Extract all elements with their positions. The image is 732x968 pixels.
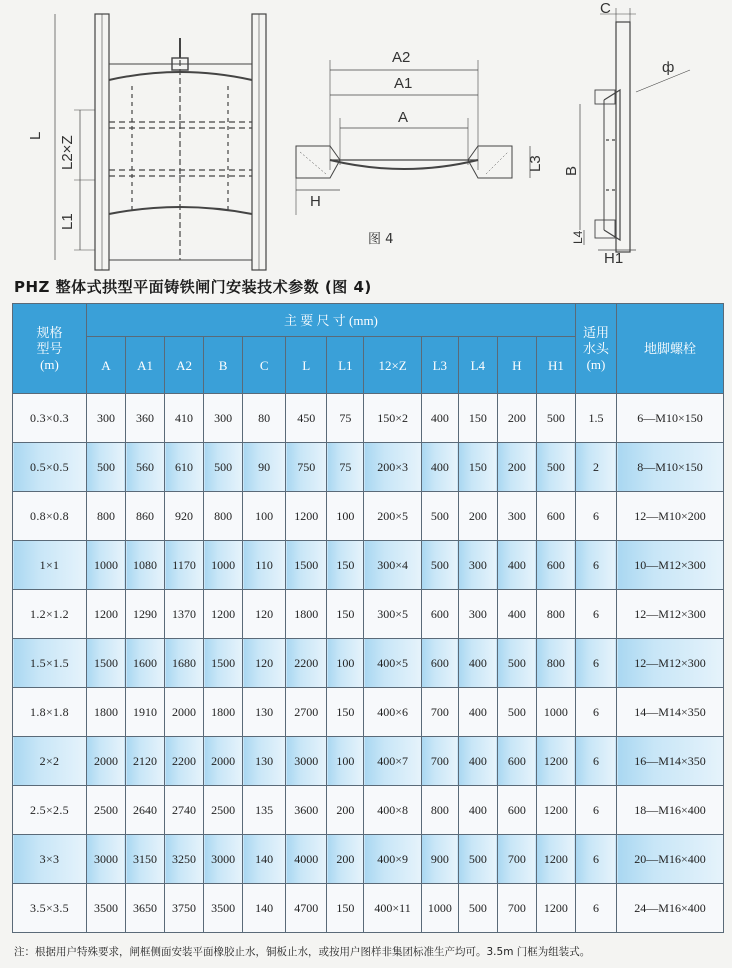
label-A2: A2: [392, 49, 411, 66]
label-C: C: [600, 0, 611, 17]
table-cell: 400×11: [364, 884, 422, 933]
table-row: [13, 394, 724, 443]
table-cell: 1000: [536, 688, 575, 737]
column-header: B: [204, 337, 243, 394]
table-cell: 300×5: [364, 590, 422, 639]
table-cell: 100: [327, 737, 364, 786]
table-cell: 1200: [536, 737, 575, 786]
table-cell: 600: [497, 737, 536, 786]
table-cell: 200×3: [364, 443, 422, 492]
table-cell: 900: [421, 835, 458, 884]
table-cell: 600: [497, 786, 536, 835]
table-cell: 1290: [126, 590, 165, 639]
table-cell: 6: [575, 639, 616, 688]
table-cell: 6: [575, 541, 616, 590]
table-cell: 12—M10×200: [617, 492, 724, 541]
table-cell: 400: [458, 639, 497, 688]
table-cell: 920: [165, 492, 204, 541]
table-title: PHZ 整体式拱型平面铸铁闸门安装技术参数 (图 4): [14, 278, 372, 296]
table-cell: 2640: [126, 786, 165, 835]
table-cell: 3750: [165, 884, 204, 933]
head-header: [575, 304, 616, 394]
table-cell: 135: [243, 786, 286, 835]
column-header: H1: [536, 337, 575, 394]
spec-cell: 3×3: [13, 835, 87, 884]
table-cell: 300: [458, 541, 497, 590]
table-cell: 6: [575, 590, 616, 639]
table-cell: 800: [536, 639, 575, 688]
table-cell: 6: [575, 786, 616, 835]
table-cell: 130: [243, 737, 286, 786]
spec-header: [13, 304, 87, 394]
table-row: [13, 835, 724, 884]
table-cell: 200: [327, 835, 364, 884]
table-cell: 2200: [286, 639, 327, 688]
table-cell: 20—M16×400: [617, 835, 724, 884]
table-cell: 1800: [204, 688, 243, 737]
table-cell: 400×9: [364, 835, 422, 884]
table-cell: 400: [421, 443, 458, 492]
spec-header-line-1: 规格: [36, 324, 63, 340]
spec-cell: 1×1: [13, 541, 87, 590]
table-cell: 300: [86, 394, 125, 443]
spec-cell: 0.3×0.3: [13, 394, 87, 443]
spec-cell: 1.2×1.2: [13, 590, 87, 639]
table-cell: 2: [575, 443, 616, 492]
table-cell: 4000: [286, 835, 327, 884]
table-cell: 700: [421, 737, 458, 786]
table-cell: 1000: [204, 541, 243, 590]
table-row: [13, 443, 724, 492]
table-cell: 200×5: [364, 492, 422, 541]
table-cell: 150: [327, 884, 364, 933]
table-cell: 2000: [86, 737, 125, 786]
table-row: [13, 884, 724, 933]
table-cell: 610: [165, 443, 204, 492]
table-cell: 1200: [536, 835, 575, 884]
table-cell: 200: [497, 394, 536, 443]
label-L4: L4: [571, 230, 585, 244]
spec-header-line-3: (m): [40, 356, 59, 372]
label-A1: A1: [394, 75, 413, 92]
table-cell: 3500: [204, 884, 243, 933]
label-H1: H1: [604, 250, 624, 267]
table-cell: 860: [126, 492, 165, 541]
label-B: B: [563, 165, 580, 176]
spec-cell: 0.5×0.5: [13, 443, 87, 492]
table-cell: 200: [327, 786, 364, 835]
column-header: A: [86, 337, 125, 394]
table-cell: 1800: [286, 590, 327, 639]
table-cell: 1500: [86, 639, 125, 688]
technical-drawings: [0, 0, 732, 272]
table-cell: 300: [204, 394, 243, 443]
table-cell: 600: [421, 590, 458, 639]
table-cell: 100: [327, 639, 364, 688]
table-cell: 100: [327, 492, 364, 541]
table-row: [13, 737, 724, 786]
table-cell: 120: [243, 590, 286, 639]
table-cell: 1.5: [575, 394, 616, 443]
table-cell: 600: [421, 639, 458, 688]
table-cell: 400×6: [364, 688, 422, 737]
table-cell: 400: [458, 688, 497, 737]
table-cell: 24—M16×400: [617, 884, 724, 933]
label-L1: L1: [59, 213, 76, 230]
table-cell: 400: [497, 541, 536, 590]
table-cell: 2120: [126, 737, 165, 786]
table-cell: 14—M14×350: [617, 688, 724, 737]
table-cell: 120: [243, 639, 286, 688]
table-cell: 1600: [126, 639, 165, 688]
table-cell: 500: [497, 688, 536, 737]
table-cell: 1500: [204, 639, 243, 688]
table-cell: 500: [497, 639, 536, 688]
table-cell: 800: [86, 492, 125, 541]
table-cell: 1200: [86, 590, 125, 639]
table-cell: 1200: [286, 492, 327, 541]
table-cell: 75: [327, 394, 364, 443]
table-cell: 18—M16×400: [617, 786, 724, 835]
column-header: 12×Z: [364, 337, 422, 394]
table-cell: 8—M10×150: [617, 443, 724, 492]
table-cell: 1680: [165, 639, 204, 688]
table-cell: 600: [536, 541, 575, 590]
spec-cell: 1.8×1.8: [13, 688, 87, 737]
column-header: L4: [458, 337, 497, 394]
table-cell: 700: [497, 835, 536, 884]
table-cell: 1200: [536, 786, 575, 835]
table-cell: 3150: [126, 835, 165, 884]
table-cell: 2500: [204, 786, 243, 835]
head-header-line-1: 适用: [582, 324, 609, 340]
spec-cell: 0.8×0.8: [13, 492, 87, 541]
table-cell: 2500: [86, 786, 125, 835]
column-header: C: [243, 337, 286, 394]
spec-cell: 2×2: [13, 737, 87, 786]
table-cell: 800: [204, 492, 243, 541]
table-cell: 410: [165, 394, 204, 443]
table-cell: 800: [536, 590, 575, 639]
table-cell: 400: [497, 590, 536, 639]
table-cell: 150: [458, 443, 497, 492]
table-cell: 3650: [126, 884, 165, 933]
table-row: [13, 590, 724, 639]
table-cell: 2000: [204, 737, 243, 786]
label-phi: ф: [662, 59, 675, 76]
table-cell: 12—M12×300: [617, 590, 724, 639]
column-header: L3: [421, 337, 458, 394]
table-cell: 1000: [86, 541, 125, 590]
main-dims-header: 主 要 尺 寸 (mm): [86, 304, 575, 337]
bolt-header: 地脚螺栓: [617, 304, 724, 394]
table-cell: 500: [458, 884, 497, 933]
table-cell: 600: [536, 492, 575, 541]
column-header: L1: [327, 337, 364, 394]
table-cell: 90: [243, 443, 286, 492]
table-cell: 400×8: [364, 786, 422, 835]
table-cell: 400: [458, 786, 497, 835]
column-header: L: [286, 337, 327, 394]
table-cell: 800: [421, 786, 458, 835]
table-body: [13, 394, 724, 933]
spec-cell: 1.5×1.5: [13, 639, 87, 688]
table-cell: 3250: [165, 835, 204, 884]
table-cell: 400: [421, 394, 458, 443]
table-cell: 3600: [286, 786, 327, 835]
table-row: [13, 688, 724, 737]
table-cell: 1370: [165, 590, 204, 639]
table-row: [13, 786, 724, 835]
table-cell: 500: [458, 835, 497, 884]
table-cell: 2000: [165, 688, 204, 737]
table-cell: 1500: [286, 541, 327, 590]
gate-drawing-svg: [0, 0, 732, 272]
label-H: H: [310, 193, 321, 210]
table-cell: 150: [327, 590, 364, 639]
table-cell: 300×4: [364, 541, 422, 590]
table-cell: 300: [497, 492, 536, 541]
table-cell: 450: [286, 394, 327, 443]
table-row: [13, 541, 724, 590]
table-cell: 140: [243, 884, 286, 933]
table-cell: 400: [458, 737, 497, 786]
label-L3: L3: [527, 155, 544, 172]
table-cell: 1800: [86, 688, 125, 737]
table-cell: 6: [575, 492, 616, 541]
label-L2xZ: L2×Z: [59, 135, 76, 170]
table-cell: 6: [575, 737, 616, 786]
table-cell: 500: [204, 443, 243, 492]
table-cell: 750: [286, 443, 327, 492]
table-cell: 1200: [536, 884, 575, 933]
table-cell: 12—M12×300: [617, 639, 724, 688]
table-cell: 500: [421, 492, 458, 541]
table-cell: 150: [327, 688, 364, 737]
table-cell: 500: [86, 443, 125, 492]
table-cell: 700: [421, 688, 458, 737]
table-cell: 100: [243, 492, 286, 541]
table-cell: 500: [536, 394, 575, 443]
table-cell: 500: [421, 541, 458, 590]
label-L: L: [27, 131, 44, 140]
table-cell: 3500: [86, 884, 125, 933]
table-cell: 1910: [126, 688, 165, 737]
label-A: A: [398, 109, 409, 126]
figure-caption: 图 4: [368, 232, 394, 247]
table-cell: 4700: [286, 884, 327, 933]
table-cell: 360: [126, 394, 165, 443]
table-cell: 3000: [86, 835, 125, 884]
table-cell: 80: [243, 394, 286, 443]
column-header: A1: [126, 337, 165, 394]
table-cell: 3000: [204, 835, 243, 884]
table-cell: 75: [327, 443, 364, 492]
table-cell: 1000: [421, 884, 458, 933]
table-cell: 130: [243, 688, 286, 737]
column-header: A2: [165, 337, 204, 394]
column-header: H: [497, 337, 536, 394]
table-cell: 10—M12×300: [617, 541, 724, 590]
table-cell: 1200: [204, 590, 243, 639]
parameters-table-wrapper: [12, 303, 724, 933]
table-cell: 16—M14×350: [617, 737, 724, 786]
table-cell: 3000: [286, 737, 327, 786]
table-cell: 6: [575, 884, 616, 933]
table-cell: 200: [497, 443, 536, 492]
head-header-line-2: 水头: [582, 340, 609, 356]
spec-header-line-2: 型号: [36, 340, 63, 356]
spec-cell: 3.5×3.5: [13, 884, 87, 933]
parameters-table: [12, 303, 724, 933]
table-cell: 140: [243, 835, 286, 884]
table-cell: 400×7: [364, 737, 422, 786]
table-cell: 6: [575, 835, 616, 884]
table-cell: 2740: [165, 786, 204, 835]
head-header-line-3: (m): [586, 356, 606, 372]
table-cell: 1080: [126, 541, 165, 590]
table-cell: 6: [575, 688, 616, 737]
table-cell: 700: [497, 884, 536, 933]
table-cell: 2200: [165, 737, 204, 786]
table-cell: 150×2: [364, 394, 422, 443]
table-row: [13, 639, 724, 688]
table-cell: 560: [126, 443, 165, 492]
table-cell: 400×5: [364, 639, 422, 688]
table-cell: 2700: [286, 688, 327, 737]
table-cell: 200: [458, 492, 497, 541]
table-cell: 500: [536, 443, 575, 492]
table-row: [13, 492, 724, 541]
table-cell: 6—M10×150: [617, 394, 724, 443]
table-cell: 300: [458, 590, 497, 639]
footnote: 注：根据用户特殊要求，闸框侧面安装平面橡胶止水，铜板止水，或按用户图样非集团标准生产均可。3.5m 门框为组装式。: [14, 946, 591, 958]
table-cell: 1170: [165, 541, 204, 590]
table-cell: 110: [243, 541, 286, 590]
table-cell: 150: [327, 541, 364, 590]
table-cell: 150: [458, 394, 497, 443]
spec-cell: 2.5×2.5: [13, 786, 87, 835]
